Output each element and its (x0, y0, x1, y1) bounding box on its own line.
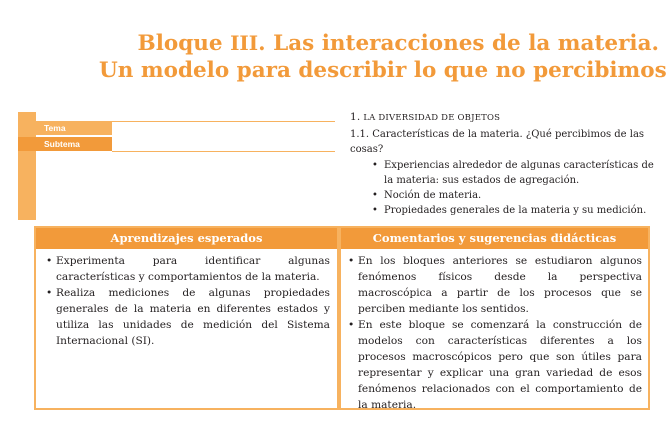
subsection-title: 1.1. Características de la materia. ¿Qué percibimos de las cosas? (350, 129, 645, 155)
title-prefix: Bloque (137, 31, 231, 56)
title-roman: III (230, 31, 259, 55)
section-title: LA DIVERSIDAD DE OBJETOS (363, 113, 501, 123)
comentarios-list (348, 253, 642, 413)
header-aprendizajes: Aprendizajes esperados (36, 228, 337, 249)
title-line-1 (99, 30, 659, 57)
title-rest: . Las interacciones de la materia. (258, 31, 659, 56)
aprendizajes-list (46, 253, 330, 349)
comentarios-column (348, 253, 642, 413)
comentario-item: • En los bloques anteriores se estudiaron algunos fenómenos físicos desde la perspectiva macroscópica a partir de los procesos que se perciben mediante los sentidos. (348, 253, 642, 317)
page-title (99, 30, 667, 84)
topic-item: • Propiedades generales de la materia y su medición. (372, 203, 655, 218)
subtema-label: Subtema (18, 137, 112, 151)
column-divider (337, 228, 341, 408)
section-heading (350, 110, 655, 126)
topic-list (350, 158, 655, 218)
topic-item: • Experiencias alrededor de algunas características de la materia: sus estados de agregación. (372, 158, 655, 188)
title-line-2: Un modelo para describir lo que no percibimos (99, 58, 667, 83)
subtema-rule (112, 151, 335, 152)
aprendizaje-item: • Experimenta para identificar algunas características y comportamientos de la materia. (46, 253, 330, 285)
section-number: 1. (350, 111, 361, 123)
tema-label: Tema (18, 121, 112, 135)
tema-rule (112, 121, 335, 122)
aprendizaje-item: • Realiza mediciones de algunas propiedades generales de la materia en diferentes estados y utiliza las unidades de medición del Sistema Internacional (SI). (46, 285, 330, 349)
aprendizajes-column (46, 253, 330, 349)
comentario-item: • En este bloque se comenzará la construcción de modelos con características diferentes a los procesos macroscópicos pero que son útiles para representar y explicar una gran variedad de esos fenómenos relacionados con el comportamiento de la materia. (348, 317, 642, 413)
learning-table (34, 226, 650, 410)
topics-block (350, 110, 655, 218)
topic-item: • Noción de materia. (372, 188, 655, 203)
header-comentarios: Comentarios y sugerencias didácticas (341, 228, 648, 249)
